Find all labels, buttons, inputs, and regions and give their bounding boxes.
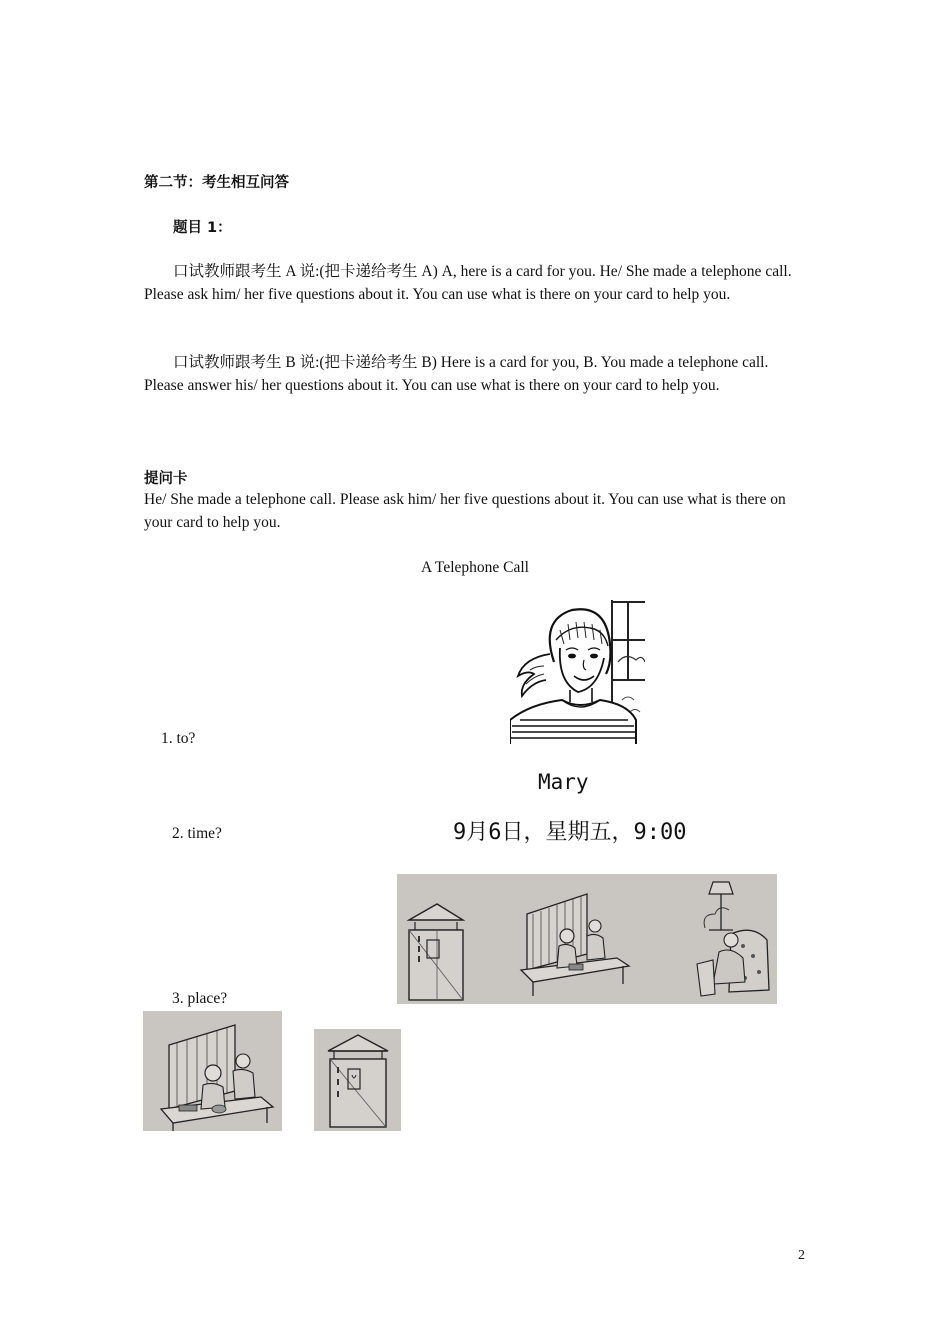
section-heading: 第二节：考生相互问答: [144, 175, 289, 191]
teacher-instruction-a: 口试教师跟考生 A 说:(把卡递给考生 A) A, here is a card for you. He/ She made a telephone call. Please ask him/ her five questions about it. You can use what is there on your card to help you.: [144, 263, 792, 303]
card-instruction: He/ She made a telephone call. Please ask him/ her five questions about it. You can use what is there on your card to help you.: [144, 491, 786, 531]
places-image: [397, 874, 777, 1004]
question-2: 2. time?: [172, 825, 222, 842]
recipient-name: Mary: [538, 770, 589, 794]
page-number: 2: [798, 1248, 805, 1263]
girl-portrait-image: [510, 600, 645, 744]
question-3: 3. place?: [172, 990, 228, 1007]
call-datetime: 9月6日，星期五，9:00: [453, 820, 687, 845]
card-title: A Telephone Call: [421, 559, 529, 576]
office-image: [143, 1011, 282, 1131]
question-1: 1. to?: [161, 730, 196, 747]
card-heading: 提问卡: [144, 471, 188, 487]
phone-booth-image: [314, 1029, 401, 1131]
question-label: 题目 1：: [173, 220, 232, 236]
teacher-instruction-b: 口试教师跟考生 B 说:(把卡递给考生 B) Here is a card for you, B. You made a telephone call. Please answer his/ her questions about it. You can use what is there on your card to help you.: [144, 354, 769, 394]
